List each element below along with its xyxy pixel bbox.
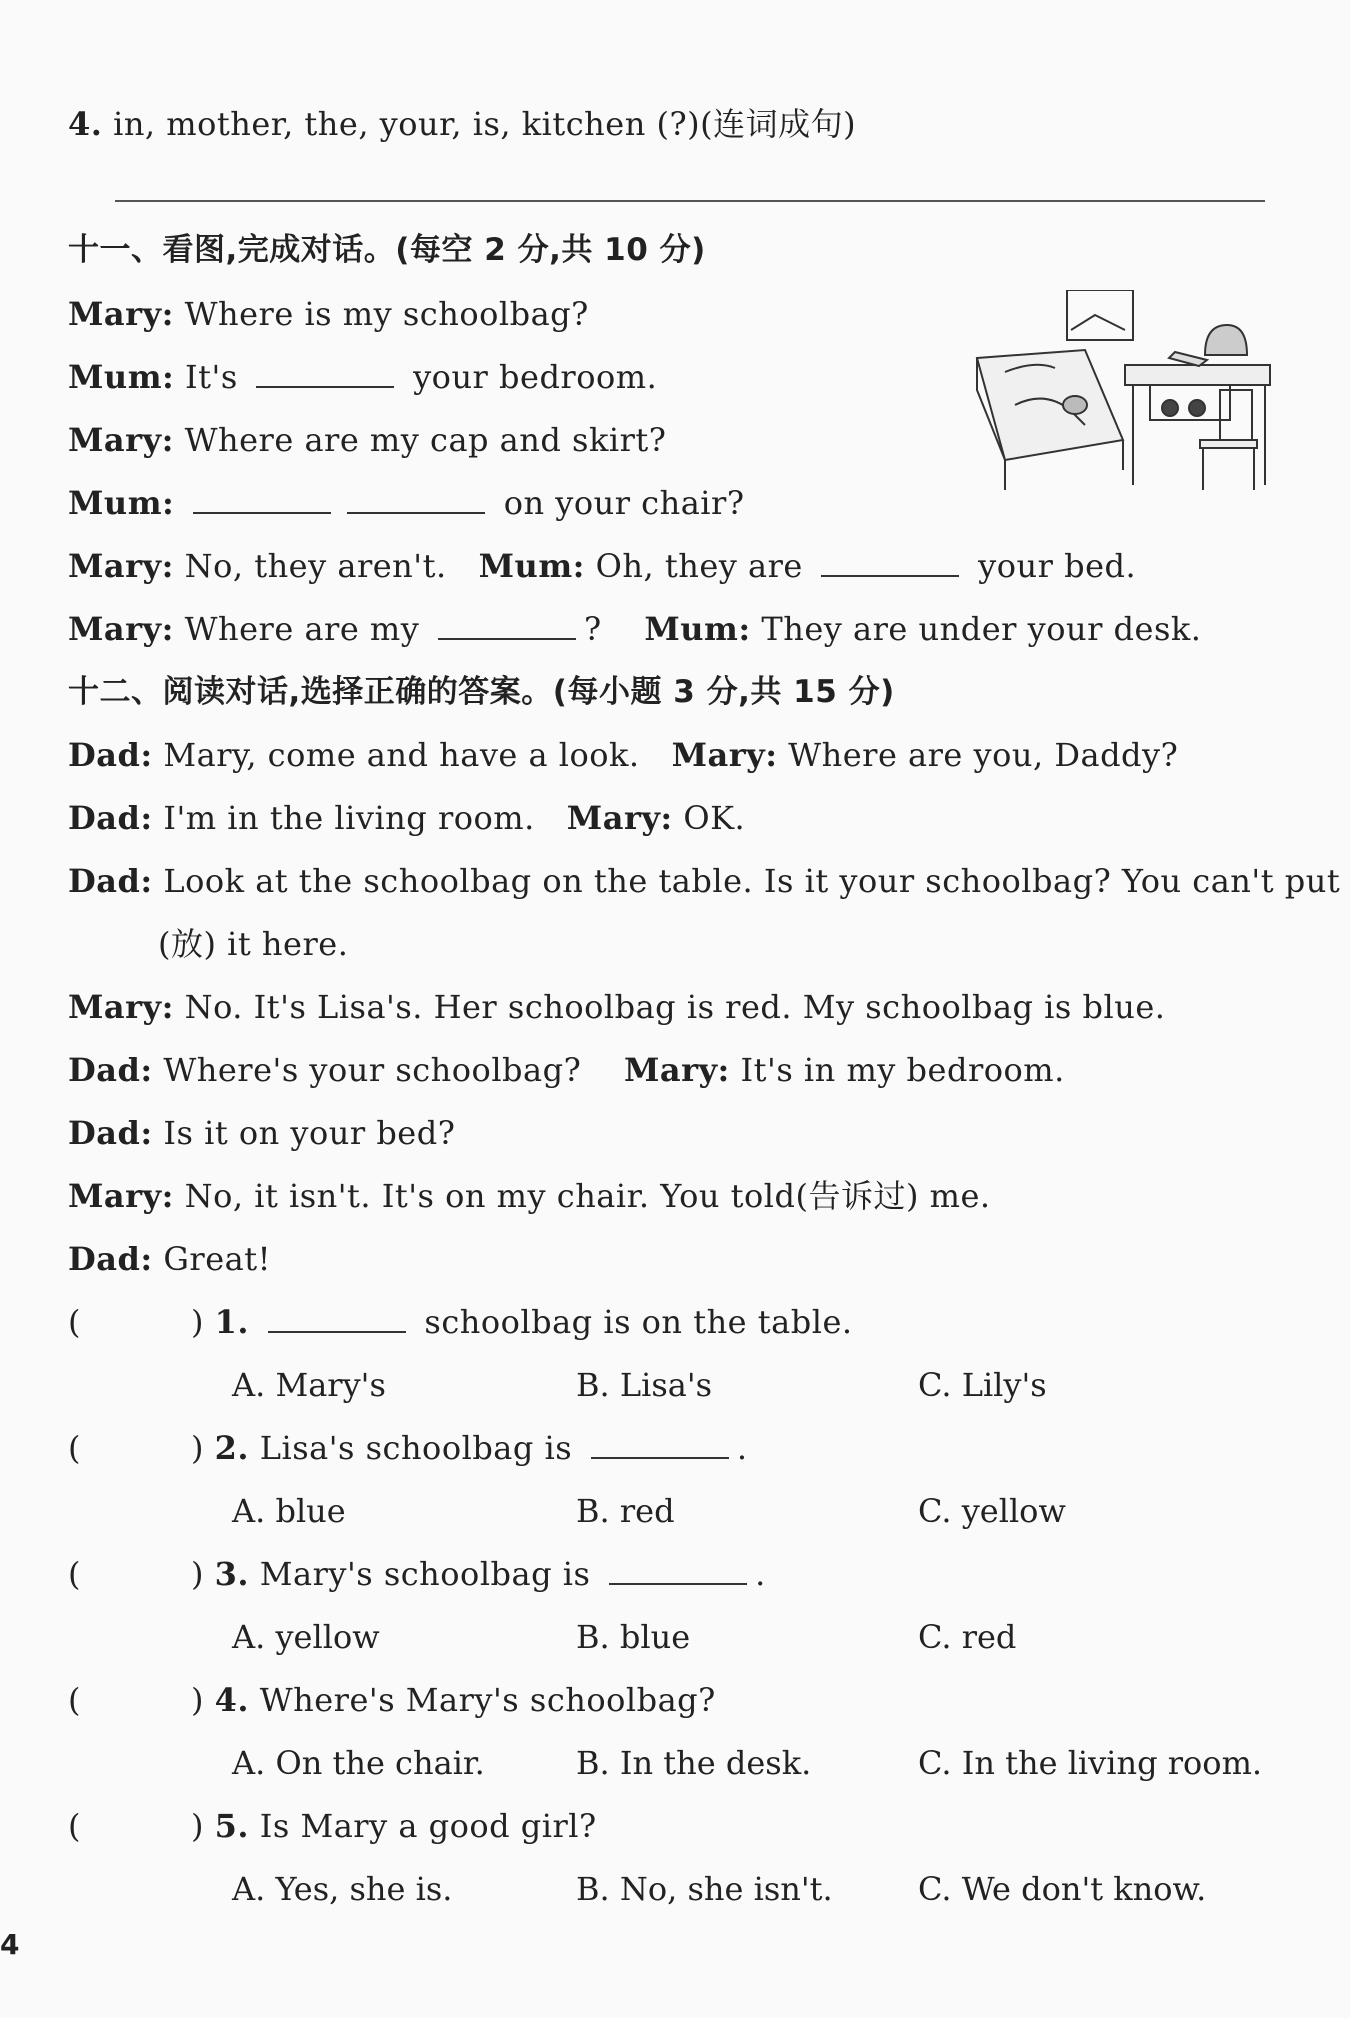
question-text: in, mother, the, your, is, kitchen (?)(连词成句) (113, 105, 857, 143)
speaker: Mum: (68, 484, 175, 522)
mc-question-1: ( ) 1. schoolbag is on the table. (68, 1303, 853, 1341)
dialog-line (68, 859, 1340, 903)
dialog-line (68, 1237, 271, 1281)
option-b[interactable]: B. In the desk. (576, 1744, 812, 1782)
page-number: 4 (0, 1928, 20, 1961)
dialog-text: No. It's Lisa's. Her schoolbag is red. My schoolbag is blue. (184, 988, 1166, 1026)
dialog-text: Is it on your bed? (163, 1114, 456, 1152)
chair-icon (1220, 390, 1252, 440)
section-11-title: 十一、看图,完成对话。(每空 2 分,共 10 分) (68, 232, 706, 268)
answer-line[interactable] (115, 200, 1265, 202)
dialog-text: It's (185, 358, 238, 396)
speaker: Mary: (68, 610, 174, 648)
dialog-line (68, 607, 1201, 651)
option-a[interactable]: A. Yes, she is. (232, 1870, 453, 1908)
question-stem: schoolbag is on the table. (424, 1303, 853, 1341)
option-b[interactable]: B. Lisa's (576, 1366, 713, 1404)
dialog-text: Where's your schoolbag? (163, 1051, 582, 1089)
bedroom-illustration (975, 290, 1275, 510)
dialog-line (68, 1111, 455, 1155)
speaker: Dad: (68, 862, 153, 900)
mc-question-3: ( ) 3. Mary's schoolbag is . (68, 1555, 766, 1593)
question-stem: Is Mary a good girl? (259, 1807, 597, 1845)
dialog-text: Look at the schoolbag on the table. Is it your schoolbag? You can't put (163, 862, 1341, 900)
option-b[interactable]: B. blue (576, 1618, 691, 1656)
question-stem: Mary's schoolbag is (259, 1555, 591, 1593)
option-b[interactable]: B. red (576, 1492, 675, 1530)
question-4 (68, 102, 856, 146)
desk-icon (1125, 365, 1270, 385)
speaker: Mum: (478, 547, 585, 585)
question-number: 4. (68, 105, 103, 143)
dialog-text: your bedroom. (413, 358, 658, 396)
dialog-text: (放) it here. (158, 925, 349, 963)
dialog-text: Where is my schoolbag? (184, 295, 589, 333)
dialog-line (68, 985, 1165, 1029)
dialog-text: Oh, they are (595, 547, 803, 585)
mc-question-5: ( ) 5. Is Mary a good girl? (68, 1807, 597, 1845)
option-c[interactable]: C. red (918, 1618, 1017, 1656)
option-a[interactable]: A. Mary's (232, 1366, 386, 1404)
speaker: Mary: (68, 295, 174, 333)
speaker: Mary: (68, 421, 174, 459)
fill-blank[interactable] (591, 1427, 729, 1459)
mc-question-2: ( ) 2. Lisa's schoolbag is . (68, 1429, 748, 1467)
speaker: Mary: (566, 799, 673, 837)
fill-blank[interactable] (256, 356, 394, 388)
dialog-text: I'm in the living room. (163, 799, 535, 837)
section-12-title: 十二、阅读对话,选择正确的答案。(每小题 3 分,共 15 分) (68, 674, 895, 710)
dialog-text: Mary, come and have a look. (163, 736, 640, 774)
fill-blank[interactable] (268, 1301, 406, 1333)
option-a[interactable]: A. blue (232, 1492, 346, 1530)
dialog-line (68, 1174, 991, 1218)
speaker: Mary: (68, 547, 174, 585)
question-number: 4. (214, 1681, 250, 1719)
dialog-text: No, they aren't. (184, 547, 447, 585)
dialog-text: Where are my cap and skirt? (184, 421, 667, 459)
dialog-line (68, 544, 1136, 588)
question-number: 1. (214, 1303, 250, 1341)
dialog-text: on your chair? (503, 484, 745, 522)
option-a[interactable]: A. yellow (232, 1618, 380, 1656)
speaker: Mary: (68, 1177, 174, 1215)
schoolbag-icon (1205, 325, 1247, 355)
dialog-text: Where are you, Daddy? (788, 736, 1179, 774)
speaker: Mary: (623, 1051, 730, 1089)
option-c[interactable]: C. We don't know. (918, 1870, 1207, 1908)
question-stem: Where's Mary's schoolbag? (259, 1681, 716, 1719)
option-b[interactable]: B. No, she isn't. (576, 1870, 833, 1908)
option-c[interactable]: C. yellow (918, 1492, 1066, 1530)
dialog-line-continued (158, 922, 348, 966)
question-number: 3. (214, 1555, 250, 1593)
fill-blank[interactable] (347, 482, 485, 514)
mc-question-4: ( ) 4. Where's Mary's schoolbag? (68, 1681, 716, 1719)
dialog-text: Great! (163, 1240, 271, 1278)
dialog-line (68, 292, 589, 336)
speaker: Mum: (644, 610, 751, 648)
option-c[interactable]: C. Lily's (918, 1366, 1047, 1404)
dialog-text: No, it isn't. It's on my chair. You told(告诉过) me. (184, 1177, 991, 1215)
dialog-text: your bed. (978, 547, 1137, 585)
speaker: Mum: (68, 358, 175, 396)
dialog-text: OK. (683, 799, 746, 837)
dialog-text: It's in my bedroom. (740, 1051, 1065, 1089)
fill-blank[interactable] (821, 545, 959, 577)
question-stem: Lisa's schoolbag is (259, 1429, 573, 1467)
speaker: Mary: (68, 988, 174, 1026)
option-c[interactable]: C. In the living room. (918, 1744, 1263, 1782)
picture-frame-icon (1067, 290, 1133, 340)
dialog-line (68, 1048, 1065, 1092)
fill-blank[interactable] (193, 482, 331, 514)
speaker: Dad: (68, 736, 153, 774)
speaker: Mary: (671, 736, 778, 774)
dialog-text: ? (584, 610, 602, 648)
dialog-text: Where are my (184, 610, 420, 648)
dialog-line (68, 355, 657, 399)
dialog-line (68, 481, 744, 525)
dialog-line (68, 733, 1178, 777)
speaker: Dad: (68, 1114, 153, 1152)
speaker: Dad: (68, 799, 153, 837)
dialog-line (68, 796, 745, 840)
question-number: 2. (214, 1429, 250, 1467)
fill-blank[interactable] (609, 1553, 747, 1585)
speaker: Dad: (68, 1240, 153, 1278)
speaker: Dad: (68, 1051, 153, 1089)
option-a[interactable]: A. On the chair. (232, 1744, 485, 1782)
period: . (736, 1429, 748, 1467)
dialog-text: They are under your desk. (761, 610, 1202, 648)
period: . (755, 1555, 766, 1593)
question-number: 5. (214, 1807, 250, 1845)
dialog-line (68, 418, 666, 462)
fill-blank[interactable] (438, 608, 576, 640)
